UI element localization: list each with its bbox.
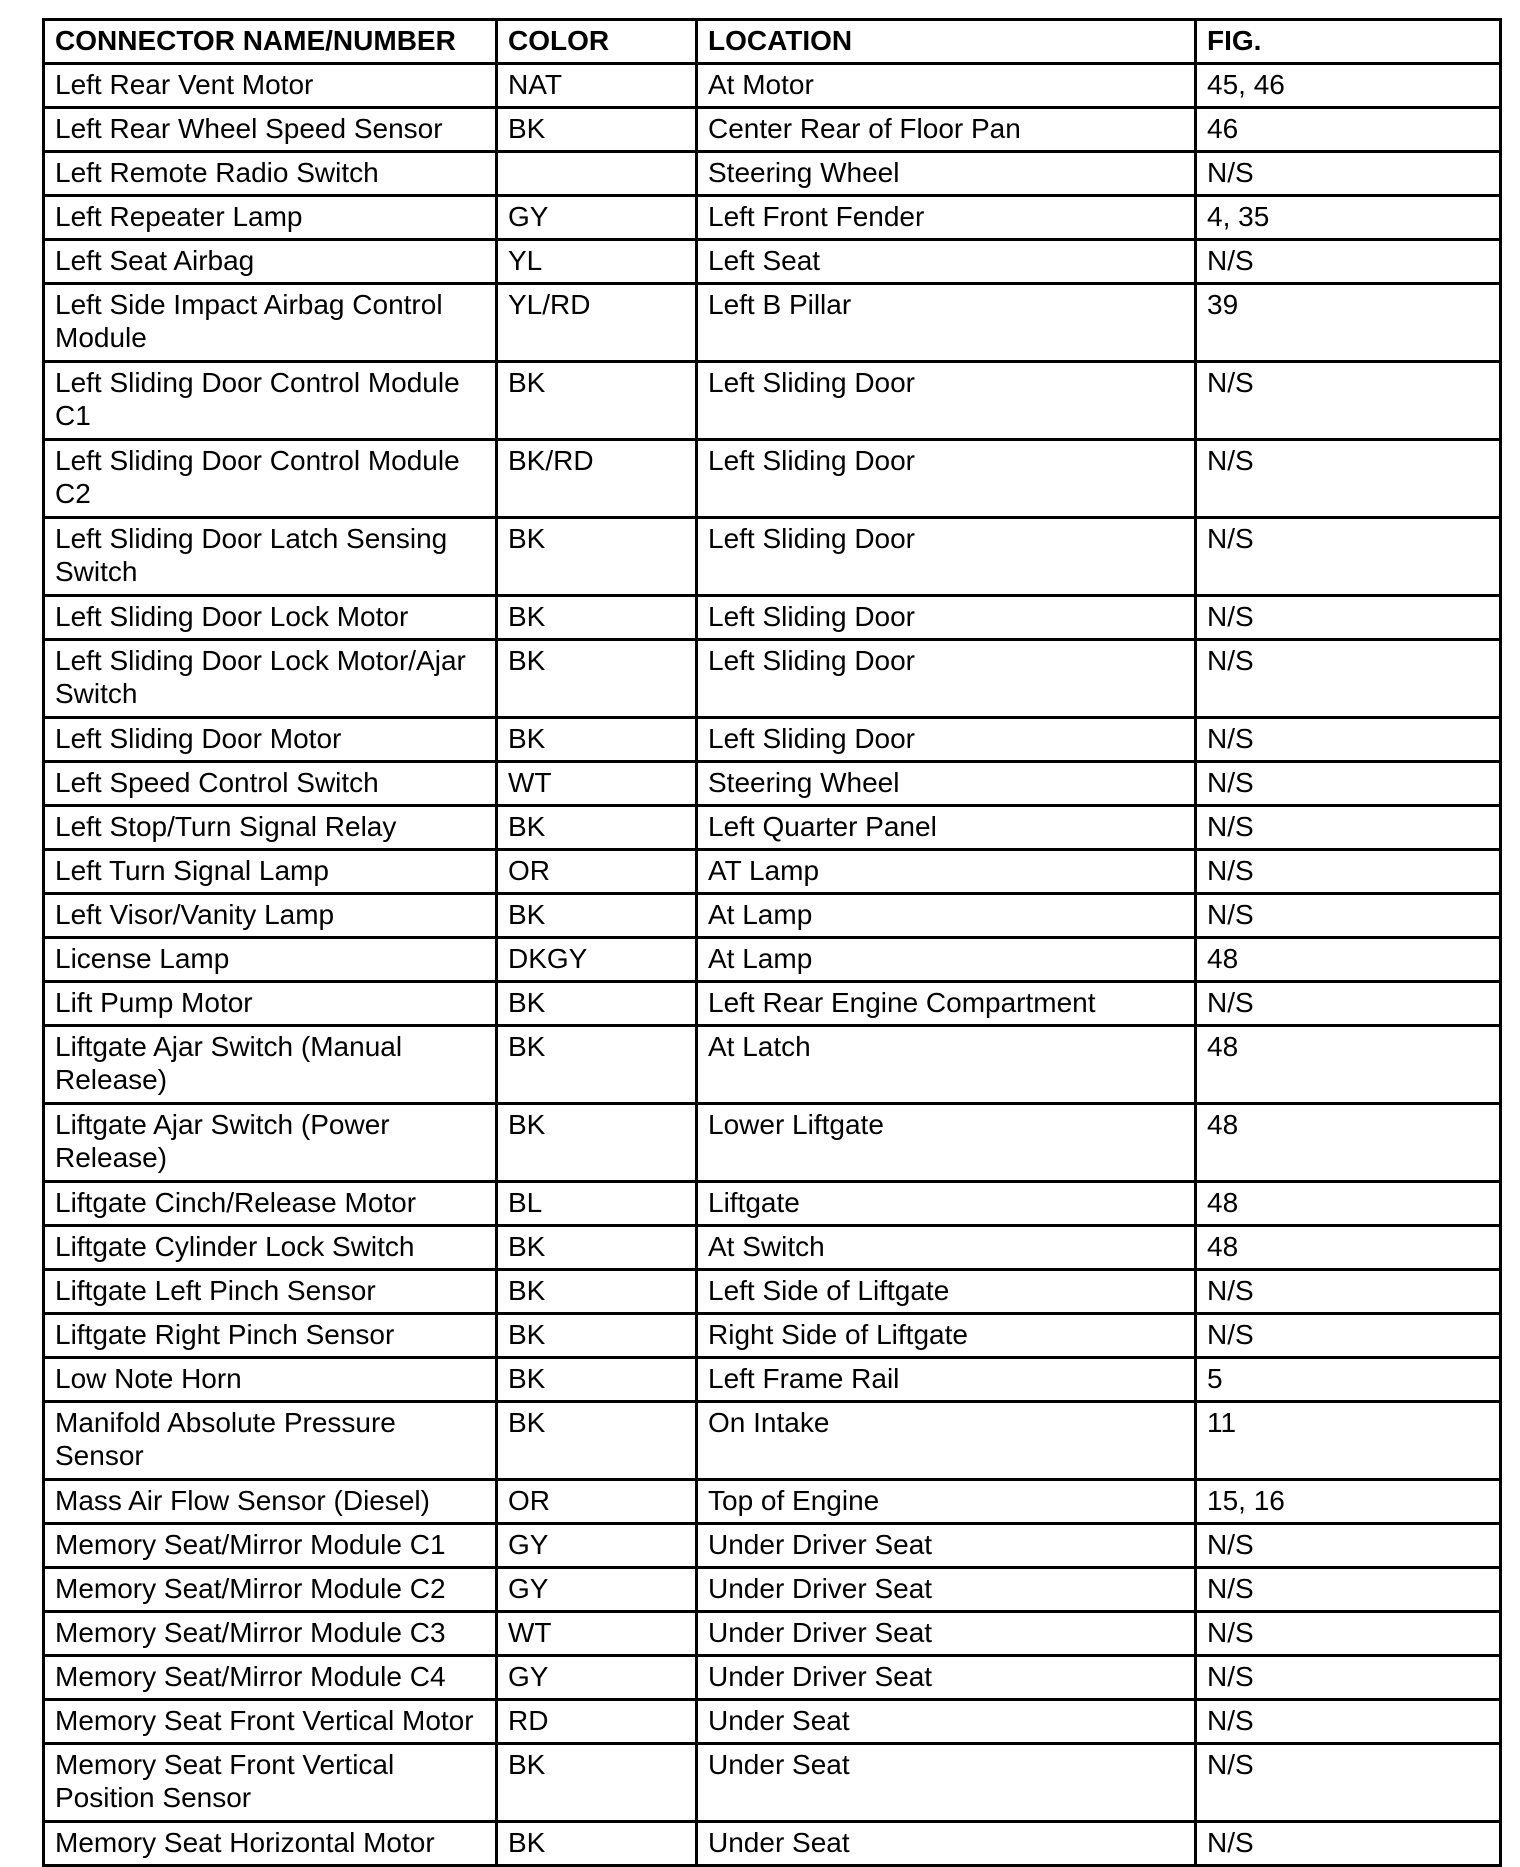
cell-location: Left Sliding Door [697,362,1196,440]
cell-connector-name: Liftgate Right Pinch Sensor [44,1314,497,1358]
cell-fig: N/S [1196,1314,1501,1358]
header-color: COLOR [497,20,697,64]
cell-fig: 46 [1196,108,1501,152]
cell-connector-name: Liftgate Ajar Switch (Manual Release) [44,1026,497,1104]
table-row [44,518,1501,596]
table-row [44,894,1501,938]
cell-connector-name: Memory Seat/Mirror Module C2 [44,1568,497,1612]
table-row [44,64,1501,108]
cell-location: At Lamp [697,938,1196,982]
cell-fig: N/S [1196,1700,1501,1744]
cell-connector-name: Liftgate Left Pinch Sensor [44,1270,497,1314]
cell-connector-name: Left Side Impact Airbag Control Module [44,284,497,362]
cell-color: BK [497,518,697,596]
table-row [44,1744,1501,1822]
cell-fig: N/S [1196,1744,1501,1822]
cell-location: Right Side of Liftgate [697,1314,1196,1358]
cell-color: WT [497,762,697,806]
cell-color: BK [497,894,697,938]
cell-location: AT Lamp [697,850,1196,894]
cell-color: BK [497,108,697,152]
cell-color: BK [497,1026,697,1104]
table-row [44,1358,1501,1402]
cell-location: Steering Wheel [697,152,1196,196]
cell-color: GY [497,1656,697,1700]
cell-fig: 11 [1196,1402,1501,1480]
cell-location: Left Quarter Panel [697,806,1196,850]
cell-connector-name: Memory Seat Front Vertical Motor [44,1700,497,1744]
cell-location: Lower Liftgate [697,1104,1196,1182]
cell-fig: N/S [1196,982,1501,1026]
cell-connector-name: Memory Seat/Mirror Module C3 [44,1612,497,1656]
cell-connector-name: Left Seat Airbag [44,240,497,284]
cell-location: Under Seat [697,1822,1196,1866]
cell-fig: N/S [1196,440,1501,518]
cell-location: Under Seat [697,1700,1196,1744]
cell-color: BK [497,362,697,440]
cell-fig: N/S [1196,718,1501,762]
cell-fig: 48 [1196,938,1501,982]
cell-color: BK [497,1822,697,1866]
table-row [44,240,1501,284]
cell-connector-name: Liftgate Cylinder Lock Switch [44,1226,497,1270]
cell-connector-name: Left Visor/Vanity Lamp [44,894,497,938]
cell-fig: 4, 35 [1196,196,1501,240]
cell-location: Left Sliding Door [697,640,1196,718]
cell-connector-name: Left Stop/Turn Signal Relay [44,806,497,850]
cell-location: At Switch [697,1226,1196,1270]
cell-fig: N/S [1196,1822,1501,1866]
cell-color: GY [497,196,697,240]
cell-location: Under Driver Seat [697,1612,1196,1656]
header-fig: FIG. [1196,20,1501,64]
cell-connector-name: Mass Air Flow Sensor (Diesel) [44,1480,497,1524]
cell-connector-name: Left Speed Control Switch [44,762,497,806]
cell-color: DKGY [497,938,697,982]
table-row [44,1226,1501,1270]
cell-connector-name: Left Sliding Door Control Module C1 [44,362,497,440]
cell-location: Left Side of Liftgate [697,1270,1196,1314]
cell-location: Left Sliding Door [697,596,1196,640]
table-row [44,1314,1501,1358]
cell-location: Left Seat [697,240,1196,284]
cell-color: BK [497,1402,697,1480]
table-row [44,1822,1501,1866]
table-row [44,718,1501,762]
table-row [44,1700,1501,1744]
cell-connector-name: Left Sliding Door Control Module C2 [44,440,497,518]
cell-location: Left Front Fender [697,196,1196,240]
table-row [44,1480,1501,1524]
cell-location: At Latch [697,1026,1196,1104]
table-row [44,938,1501,982]
cell-location: Under Driver Seat [697,1656,1196,1700]
cell-color: BK [497,1226,697,1270]
cell-fig: 48 [1196,1226,1501,1270]
cell-fig: N/S [1196,152,1501,196]
cell-fig: N/S [1196,850,1501,894]
table-row [44,1612,1501,1656]
cell-connector-name: Memory Seat/Mirror Module C1 [44,1524,497,1568]
cell-connector-name: Memory Seat Front Vertical Position Sensor [44,1744,497,1822]
cell-color: NAT [497,64,697,108]
cell-location: Under Driver Seat [697,1524,1196,1568]
table-row [44,440,1501,518]
cell-color: BK [497,806,697,850]
table-row [44,152,1501,196]
cell-color: BK [497,1104,697,1182]
table-row [44,1026,1501,1104]
table-row [44,1402,1501,1480]
cell-connector-name: Left Sliding Door Motor [44,718,497,762]
connector-table [42,18,1502,1867]
cell-fig: N/S [1196,1568,1501,1612]
cell-color: BK [497,596,697,640]
cell-fig: N/S [1196,806,1501,850]
cell-location: At Motor [697,64,1196,108]
cell-fig: 48 [1196,1026,1501,1104]
cell-connector-name: Left Sliding Door Latch Sensing Switch [44,518,497,596]
cell-connector-name: Left Remote Radio Switch [44,152,497,196]
cell-color: BL [497,1182,697,1226]
cell-color: YL/RD [497,284,697,362]
cell-fig: N/S [1196,640,1501,718]
cell-location: At Lamp [697,894,1196,938]
cell-connector-name: License Lamp [44,938,497,982]
cell-connector-name: Left Sliding Door Lock Motor [44,596,497,640]
table-row [44,596,1501,640]
cell-connector-name: Low Note Horn [44,1358,497,1402]
table-row [44,362,1501,440]
cell-location: Under Seat [697,1744,1196,1822]
cell-color: BK [497,1270,697,1314]
cell-location: Liftgate [697,1182,1196,1226]
cell-connector-name: Memory Seat/Mirror Module C4 [44,1656,497,1700]
table-header-row [44,20,1501,64]
cell-connector-name: Left Repeater Lamp [44,196,497,240]
cell-fig: N/S [1196,1612,1501,1656]
cell-connector-name: Left Sliding Door Lock Motor/Ajar Switch [44,640,497,718]
cell-location: Left Rear Engine Compartment [697,982,1196,1026]
cell-connector-name: Liftgate Cinch/Release Motor [44,1182,497,1226]
cell-color: BK/RD [497,440,697,518]
cell-connector-name: Lift Pump Motor [44,982,497,1026]
cell-color [497,152,697,196]
table-row [44,640,1501,718]
table-row [44,284,1501,362]
cell-fig: 5 [1196,1358,1501,1402]
cell-location: Left Sliding Door [697,718,1196,762]
cell-connector-name: Memory Seat Horizontal Motor [44,1822,497,1866]
cell-color: RD [497,1700,697,1744]
cell-color: BK [497,1314,697,1358]
cell-color: GY [497,1568,697,1612]
cell-fig: N/S [1196,894,1501,938]
cell-location: Center Rear of Floor Pan [697,108,1196,152]
cell-fig: N/S [1196,762,1501,806]
header-connector-name: CONNECTOR NAME/NUMBER [44,20,497,64]
cell-location: Left Frame Rail [697,1358,1196,1402]
cell-connector-name: Left Rear Wheel Speed Sensor [44,108,497,152]
cell-location: On Intake [697,1402,1196,1480]
cell-fig: N/S [1196,1656,1501,1700]
cell-color: BK [497,640,697,718]
cell-location: Left B Pillar [697,284,1196,362]
cell-color: WT [497,1612,697,1656]
table-row [44,108,1501,152]
cell-location: Top of Engine [697,1480,1196,1524]
cell-fig: 48 [1196,1104,1501,1182]
cell-location: Under Driver Seat [697,1568,1196,1612]
cell-color: YL [497,240,697,284]
header-location: LOCATION [697,20,1196,64]
cell-fig: N/S [1196,1270,1501,1314]
cell-color: BK [497,982,697,1026]
connector-table-container [42,18,1499,1867]
cell-connector-name: Manifold Absolute Pressure Sensor [44,1402,497,1480]
table-row [44,762,1501,806]
cell-fig: N/S [1196,596,1501,640]
table-row [44,1568,1501,1612]
cell-color: OR [497,1480,697,1524]
cell-color: BK [497,718,697,762]
cell-location: Left Sliding Door [697,440,1196,518]
cell-fig: 39 [1196,284,1501,362]
cell-location: Left Sliding Door [697,518,1196,596]
cell-fig: N/S [1196,518,1501,596]
cell-fig: 15, 16 [1196,1480,1501,1524]
cell-fig: N/S [1196,1524,1501,1568]
cell-fig: N/S [1196,362,1501,440]
table-row [44,1104,1501,1182]
cell-fig: 45, 46 [1196,64,1501,108]
cell-fig: N/S [1196,240,1501,284]
cell-color: GY [497,1524,697,1568]
cell-color: OR [497,850,697,894]
cell-color: BK [497,1744,697,1822]
cell-connector-name: Liftgate Ajar Switch (Power Release) [44,1104,497,1182]
table-row [44,982,1501,1026]
table-row [44,196,1501,240]
cell-location: Steering Wheel [697,762,1196,806]
table-row [44,1524,1501,1568]
cell-connector-name: Left Turn Signal Lamp [44,850,497,894]
table-row [44,1656,1501,1700]
table-row [44,1182,1501,1226]
cell-color: BK [497,1358,697,1402]
table-row [44,806,1501,850]
cell-connector-name: Left Rear Vent Motor [44,64,497,108]
table-row [44,850,1501,894]
cell-fig: 48 [1196,1182,1501,1226]
table-row [44,1270,1501,1314]
